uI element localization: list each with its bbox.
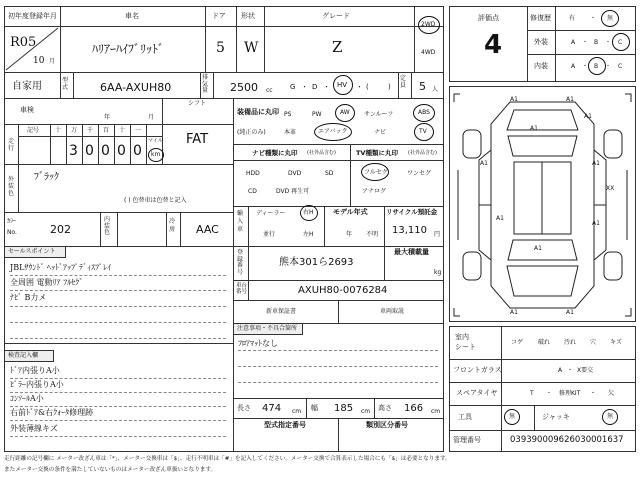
equip-abs: ABS [418,109,430,116]
navi-dvd-play: DVD 再生可 [276,188,310,195]
import-label: 輸入車 [237,210,244,233]
interior-grade-sep2: ・ [605,63,612,70]
car-hood [507,110,578,130]
plate-number: 熊本301ら2693 [279,257,354,268]
exterior-grade-a: A [571,39,576,46]
color-note: ( ) 色替車は色替と記入 [124,197,187,204]
length-label: 長さ [237,404,251,412]
exterior-color-label: 外装色 [8,176,15,198]
damage-mark-right-quarter: XX [606,185,615,192]
exterior-grade-sep1: ・ [582,39,589,46]
tv-oneseg: ワンセグ [407,170,432,177]
mile-unit: マイル [148,138,163,144]
unit-man: 万 [71,127,78,134]
footer-line-1: 走行距離の記号欄に メーター改ざん車は「*」、メーター交換車は「$」、走行不明車は「#」を記入してください。メーター交換で合算表示した場合にも「$」は必要となります。 [4,456,451,462]
interior-grade-a: A [571,63,576,70]
equip-navi: ナビ [374,129,387,136]
spare-tire-sep2: ・ [590,390,597,397]
height-cm: cm [431,408,441,415]
inspection-label: 車検 [20,106,34,114]
tv-fullseg: フルセグ [364,169,388,176]
windshield-sep: ・ [567,367,574,374]
interior-grade-sep1: ・ [582,63,589,70]
tools-label: 工具 [458,413,472,421]
equip-aw: AW [340,109,350,116]
equip-airbag: エアバック [318,128,348,135]
damage-mark-rear-left: A1 [510,309,518,316]
mileage-digit-1: 3 [69,143,78,159]
navi-sd: SD [325,170,334,177]
footer-line-2: またメーター交換の条件を満たしていないものはメーター改ざん車扱いとなります。 [4,467,217,473]
plate-label: 登録番号 [237,249,244,276]
height-label: 高さ [378,404,392,412]
drive-2wd: 2WD [421,21,436,28]
displacement-label: 排気量 [202,74,209,95]
equip-sunroof: サンルーフ [364,111,394,118]
spare-tire-label: スペアタイヤ [456,389,498,397]
car-damage-diagram [452,90,633,320]
damage-mark-right-door: A1 [592,160,600,167]
width-label: 幅 [311,404,318,412]
damage-mark-front-hood-left: A1 [510,96,518,103]
model-year-unknown: 不明 [366,231,379,238]
import-right-h: 右H [303,209,314,216]
cc-unit: cc [266,87,273,94]
mgmt-number-label: 管理番号 [453,436,481,444]
car-trunk [507,266,578,296]
import-dealer: ディーラー [256,210,286,217]
import-left-h: 左H [303,231,314,238]
mileage-digit-5: 0 [133,143,142,159]
tv-analog: アナログ [362,188,387,195]
sales-title: セールスポイント [8,248,56,255]
max-load-label: 最大積載量 [394,248,429,256]
sales-line-2: 全周囲 電動ﾘｱ ﾌﾙｾｸﾞ [10,278,84,287]
equip-pw: PW [312,111,322,118]
navi-title: ナビ種類に丸印 [252,149,298,157]
recycle-yen: 円 [434,231,441,238]
wheel-rear-right [604,252,622,280]
exterior-color: ﾌﾞﾗｯｸ [34,172,59,183]
length-cm: cm [292,408,302,415]
seat-item-scratch: キズ [610,339,622,346]
spare-tire-missing: 欠 [608,390,615,397]
exterior-grade-sep2: ・ [605,39,612,46]
km-unit: km [151,151,161,158]
model-code: 6AA-AXUH80 [100,81,172,94]
type-designation-label: 型式指定番号 [264,421,306,429]
exterior-grade-label: 外装 [534,38,548,46]
damage-mark-rear-right: A1 [566,309,574,316]
recycle-label: リサイクル預託金 [386,208,438,216]
equipment-title: 装備品に丸印 [237,108,279,116]
wheel-rear-left [463,252,481,280]
doors: 5 [216,40,225,56]
jack-none: 無 [607,413,614,420]
car-rear-window [508,240,577,260]
model-label: 型式 [62,77,69,91]
grade: Z [332,38,343,56]
sales-line-1: JBLｻｳﾝﾄﾞ ﾍｯﾄﾞｱｯﾌﾟﾃﾞｨｽﾌﾟﾚｲ [10,263,111,272]
ac-label: 冷房 [169,218,176,233]
windshield-a: A [558,367,563,374]
fuel-paren-close: ) [388,83,391,91]
navi-note: (社外品含む) [307,150,336,156]
inspector-line-1: ﾄﾞｱ内張りA小 [10,366,60,375]
width-value: 185 [334,403,354,414]
unit-ju: 十 [119,127,126,134]
mileage-digit-3: 0 [101,143,110,159]
equip-leather: 本革 [284,129,297,136]
notes-title: 注意事項・不具合箇所 [237,325,298,332]
equipment-subtitle: (純正のみ) [237,129,266,136]
windshield-replace: X要交 [577,367,594,374]
mileage-digit-2: 0 [85,143,94,159]
unit-sen: 千 [87,127,94,134]
score-value: 4 [484,30,503,60]
interior-grade-b: B [594,63,599,70]
door-label: ドア [212,12,226,20]
shape-label: 形状 [241,12,255,20]
ac-type: AAC [196,223,219,236]
damage-mark-left-rear: A1 [496,215,504,222]
import-parallel: 並行 [263,231,276,238]
fuel-paren-open: ( [366,83,369,91]
chassis-number: AXUH80-0076284 [298,285,388,296]
first-reg-month: 10 [33,56,45,66]
exterior-grade-b: B [594,39,599,46]
sales-line-3: ﾅﾋﾞ B力メ [10,293,47,302]
model-year-label: モデル年式 [333,208,368,216]
inspection-year: 年 [104,114,111,121]
use-type: 自家用 [12,81,42,92]
mileage-sym-label: 記号 [27,127,40,134]
mileage-label: 走行 [8,138,15,153]
tv-title: TV種類に丸印 [356,149,398,157]
damage-mark-front-right: A1 [584,113,592,120]
seat-item-hole: 穴 [590,339,597,346]
interior-grade-label: 内装 [534,62,548,70]
fuel-g: G [290,83,296,91]
tools-none: 無 [509,413,516,420]
equip-ps: PS [284,111,292,118]
navi-hdd: HDD [246,170,260,177]
fuel-sep1: ・ [301,83,308,91]
damage-mark-front-hood-right: A1 [566,96,574,103]
unit-hyaku: 百 [103,127,110,134]
spare-tire-sep1: ・ [546,390,553,397]
navi-cd: CD [248,188,257,195]
repair-none: 無 [607,15,614,22]
chassis-label: 車台番号 [236,283,248,296]
score-label: 評価点 [478,14,499,22]
capacity-unit: 人 [432,86,439,93]
seat-item-burn: コゲ [511,339,524,346]
car-name-label: 車名 [125,12,139,20]
mgmt-number: 039390009626030001637 [510,435,624,445]
tv-note: (社外品含む) [408,150,437,156]
vehicle-manual: 車両取説 [380,308,405,315]
fuel-d: D [312,83,318,91]
height-value: 166 [404,403,424,414]
car-windshield [508,136,577,156]
fuel-hv: HV [337,81,348,89]
displacement: 2500 [230,81,258,94]
shape: W [244,40,259,56]
width-cm: cm [361,408,371,415]
inspection-month: 月 [148,114,155,121]
spare-tire-kit: 修理KIT [559,390,581,397]
drive-4wd: 4WD [421,49,436,56]
first-reg-label: 初年度登録年月 [8,12,57,20]
unit-ten-man: 十 [55,127,62,134]
length-value: 474 [262,403,282,414]
shift-value: FAT [186,132,209,147]
car-name: ﾊﾘｱｰﾊｲﾌﾞﾘｯﾄﾞ [92,42,165,56]
seat-item-tear: 破れ [538,339,551,346]
color-no-label: ｶﾗｰNo. [7,218,17,236]
max-load-kg: kg [434,269,442,276]
damage-mark-rear-window: A1 [534,245,542,252]
navi-dvd: DVD [288,170,302,177]
damage-mark-windshield: A1 [530,125,538,132]
interior-grade-c: C [618,63,623,70]
inspector-line-4: 右前ﾄﾞｱ&右ｸｫｰﾀ修理跡 [10,408,94,417]
capacity: 5 [419,80,426,93]
exterior-grade-c: C [618,39,623,46]
model-year-nen: 年 [346,231,353,238]
inspector-line-2: ﾋﾟﾗｰ内張りA小 [10,380,64,389]
equip-tv: TV [419,128,427,135]
first-reg-year: R05 [10,35,37,50]
inspector-line-5: 外装薄線キズ [10,424,58,433]
inspector-title: 検査記入欄 [8,352,39,359]
seat-label: 室内 シート [455,333,476,351]
fuel-sep2: ・ [323,83,330,91]
wheel-front-left [463,130,481,158]
category-label: 類別区分番号 [366,421,408,429]
wheel-front-right [604,130,622,158]
windshield-label: フロントガラス [453,366,502,374]
jack-label: ジャッキ [542,413,570,421]
mileage-digit-4: 0 [117,143,126,159]
unit-ichi: 一 [135,127,142,134]
new-car-warranty: 新車保証書 [266,308,297,315]
repair-sep: ・ [590,15,597,22]
spare-tire-t: T [530,390,534,397]
color-no: 202 [50,223,71,236]
seat-item-stain: 汚れ [564,339,577,346]
interior-color-label: 内装色 [104,216,111,237]
notes-text: ﾌﾛｱﾏｯﾄなし [238,339,278,348]
damage-mark-right-rear: A1 [592,220,600,227]
shift-label: シフト [188,100,207,107]
fuel-sep3: ・ [356,83,363,91]
repair-yes: 有 [569,15,576,22]
inspector-line-3: ｺﾝｿｰﾙA小 [10,394,44,403]
grade-label: グレード [322,12,350,20]
recycle-amount: 13,110 [392,225,427,236]
damage-mark-left-door: A1 [480,160,488,167]
capacity-label: 定員 [400,75,407,89]
repair-history-label: 修復歴 [530,14,551,22]
month-unit: 月 [49,58,56,65]
